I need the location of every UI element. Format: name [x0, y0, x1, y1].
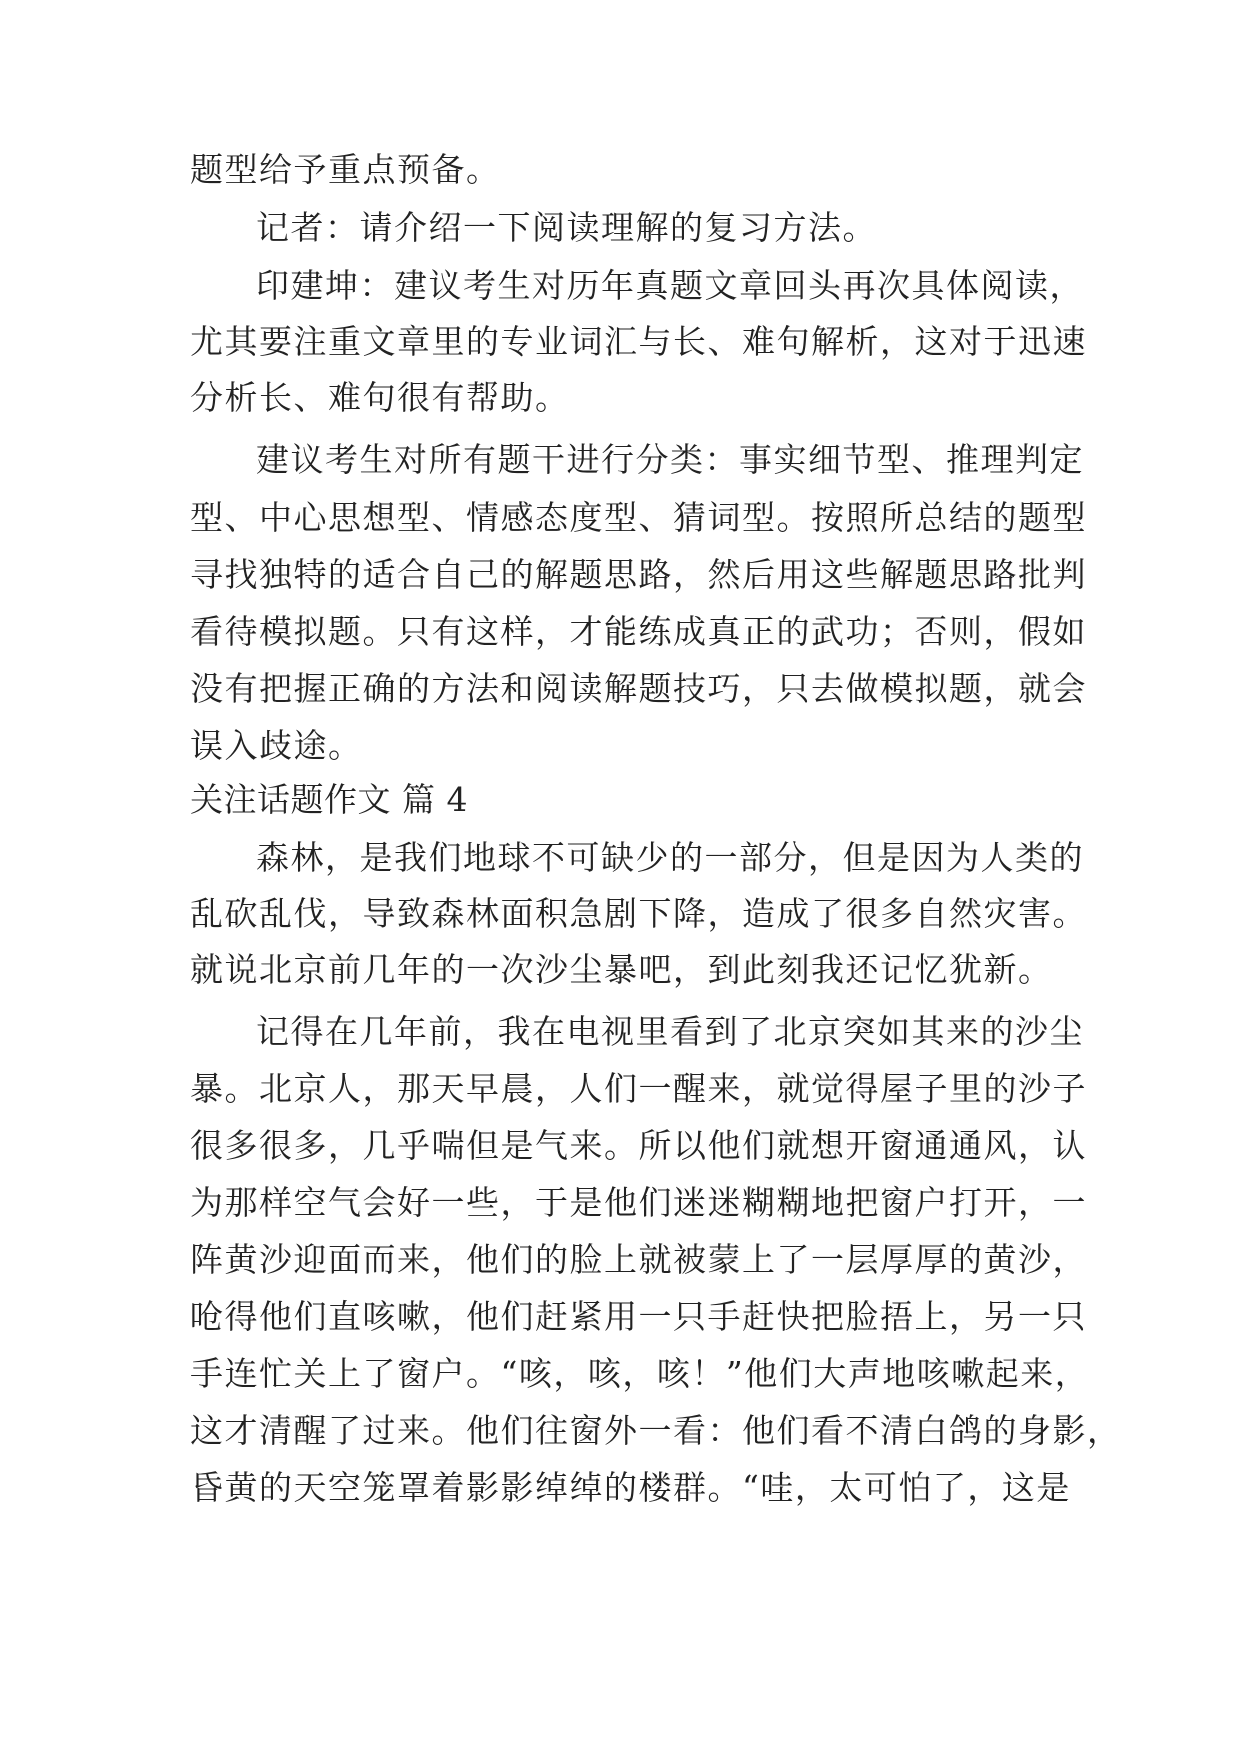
text-line: 型、中心思想型、情感态度型、猜词型。按照所总结的题型: [190, 498, 1087, 537]
text-line: 建议考生对所有题干进行分类：事实细节型、推理判定: [256, 440, 1084, 479]
text-line: 题型给予重点预备。: [190, 150, 501, 189]
section-heading: 关注话题作文 篇 4: [190, 780, 468, 819]
text-line: 为那样空气会好一些，于是他们迷迷糊糊地把窗户打开，一: [190, 1183, 1087, 1222]
text-line: 很多很多，几乎喘但是气来。所以他们就想开窗通通风，认: [190, 1126, 1087, 1165]
text-line: 分析长、难句很有帮助。: [190, 378, 570, 417]
text-line: 乱砍乱伐，导致森林面积急剧下降，造成了很多自然灾害。: [190, 894, 1087, 933]
text-line: 昏黄的天空笼罩着影影绰绰的楼群。“哇，太可怕了，这是: [190, 1468, 1071, 1507]
text-line: 森林，是我们地球不可缺少的一部分，但是因为人类的: [256, 838, 1084, 877]
text-line: 误入歧途。: [190, 726, 363, 765]
text-line: 就说北京前几年的一次沙尘暴吧，到此刻我还记忆犹新。: [190, 950, 1053, 989]
text-line: 看待模拟题。只有这样，才能练成真正的武功；否则，假如: [190, 612, 1087, 651]
text-line: 印建坤：建议考生对历年真题文章回头再次具体阅读，: [256, 266, 1084, 305]
text-line: 阵黄沙迎面而来，他们的脸上就被蒙上了一层厚厚的黄沙，: [190, 1240, 1087, 1279]
text-line: 尤其要注重文章里的专业词汇与长、难句解析，这对于迅速: [190, 322, 1087, 361]
text-line: 记得在几年前，我在电视里看到了北京突如其来的沙尘: [256, 1012, 1084, 1051]
text-line: 呛得他们直咳嗽，他们赶紧用一只手赶快把脸捂上，另一只: [190, 1297, 1087, 1336]
text-line: 手连忙关上了窗户。“咳，咳，咳！”他们大声地咳嗽起来，: [190, 1354, 1090, 1393]
text-line: 没有把握正确的方法和阅读解题技巧，只去做模拟题，就会: [190, 669, 1087, 708]
text-line: 暴。北京人，那天早晨，人们一醒来，就觉得屋子里的沙子: [190, 1069, 1087, 1108]
text-line: 记者：请介绍一下阅读理解的复习方法。: [256, 208, 877, 247]
text-line: 寻找独特的适合自己的解题思路，然后用这些解题思路批判: [190, 555, 1087, 594]
text-line: 这才清醒了过来。他们往窗外一看：他们看不清白鸽的身影，: [190, 1411, 1122, 1450]
